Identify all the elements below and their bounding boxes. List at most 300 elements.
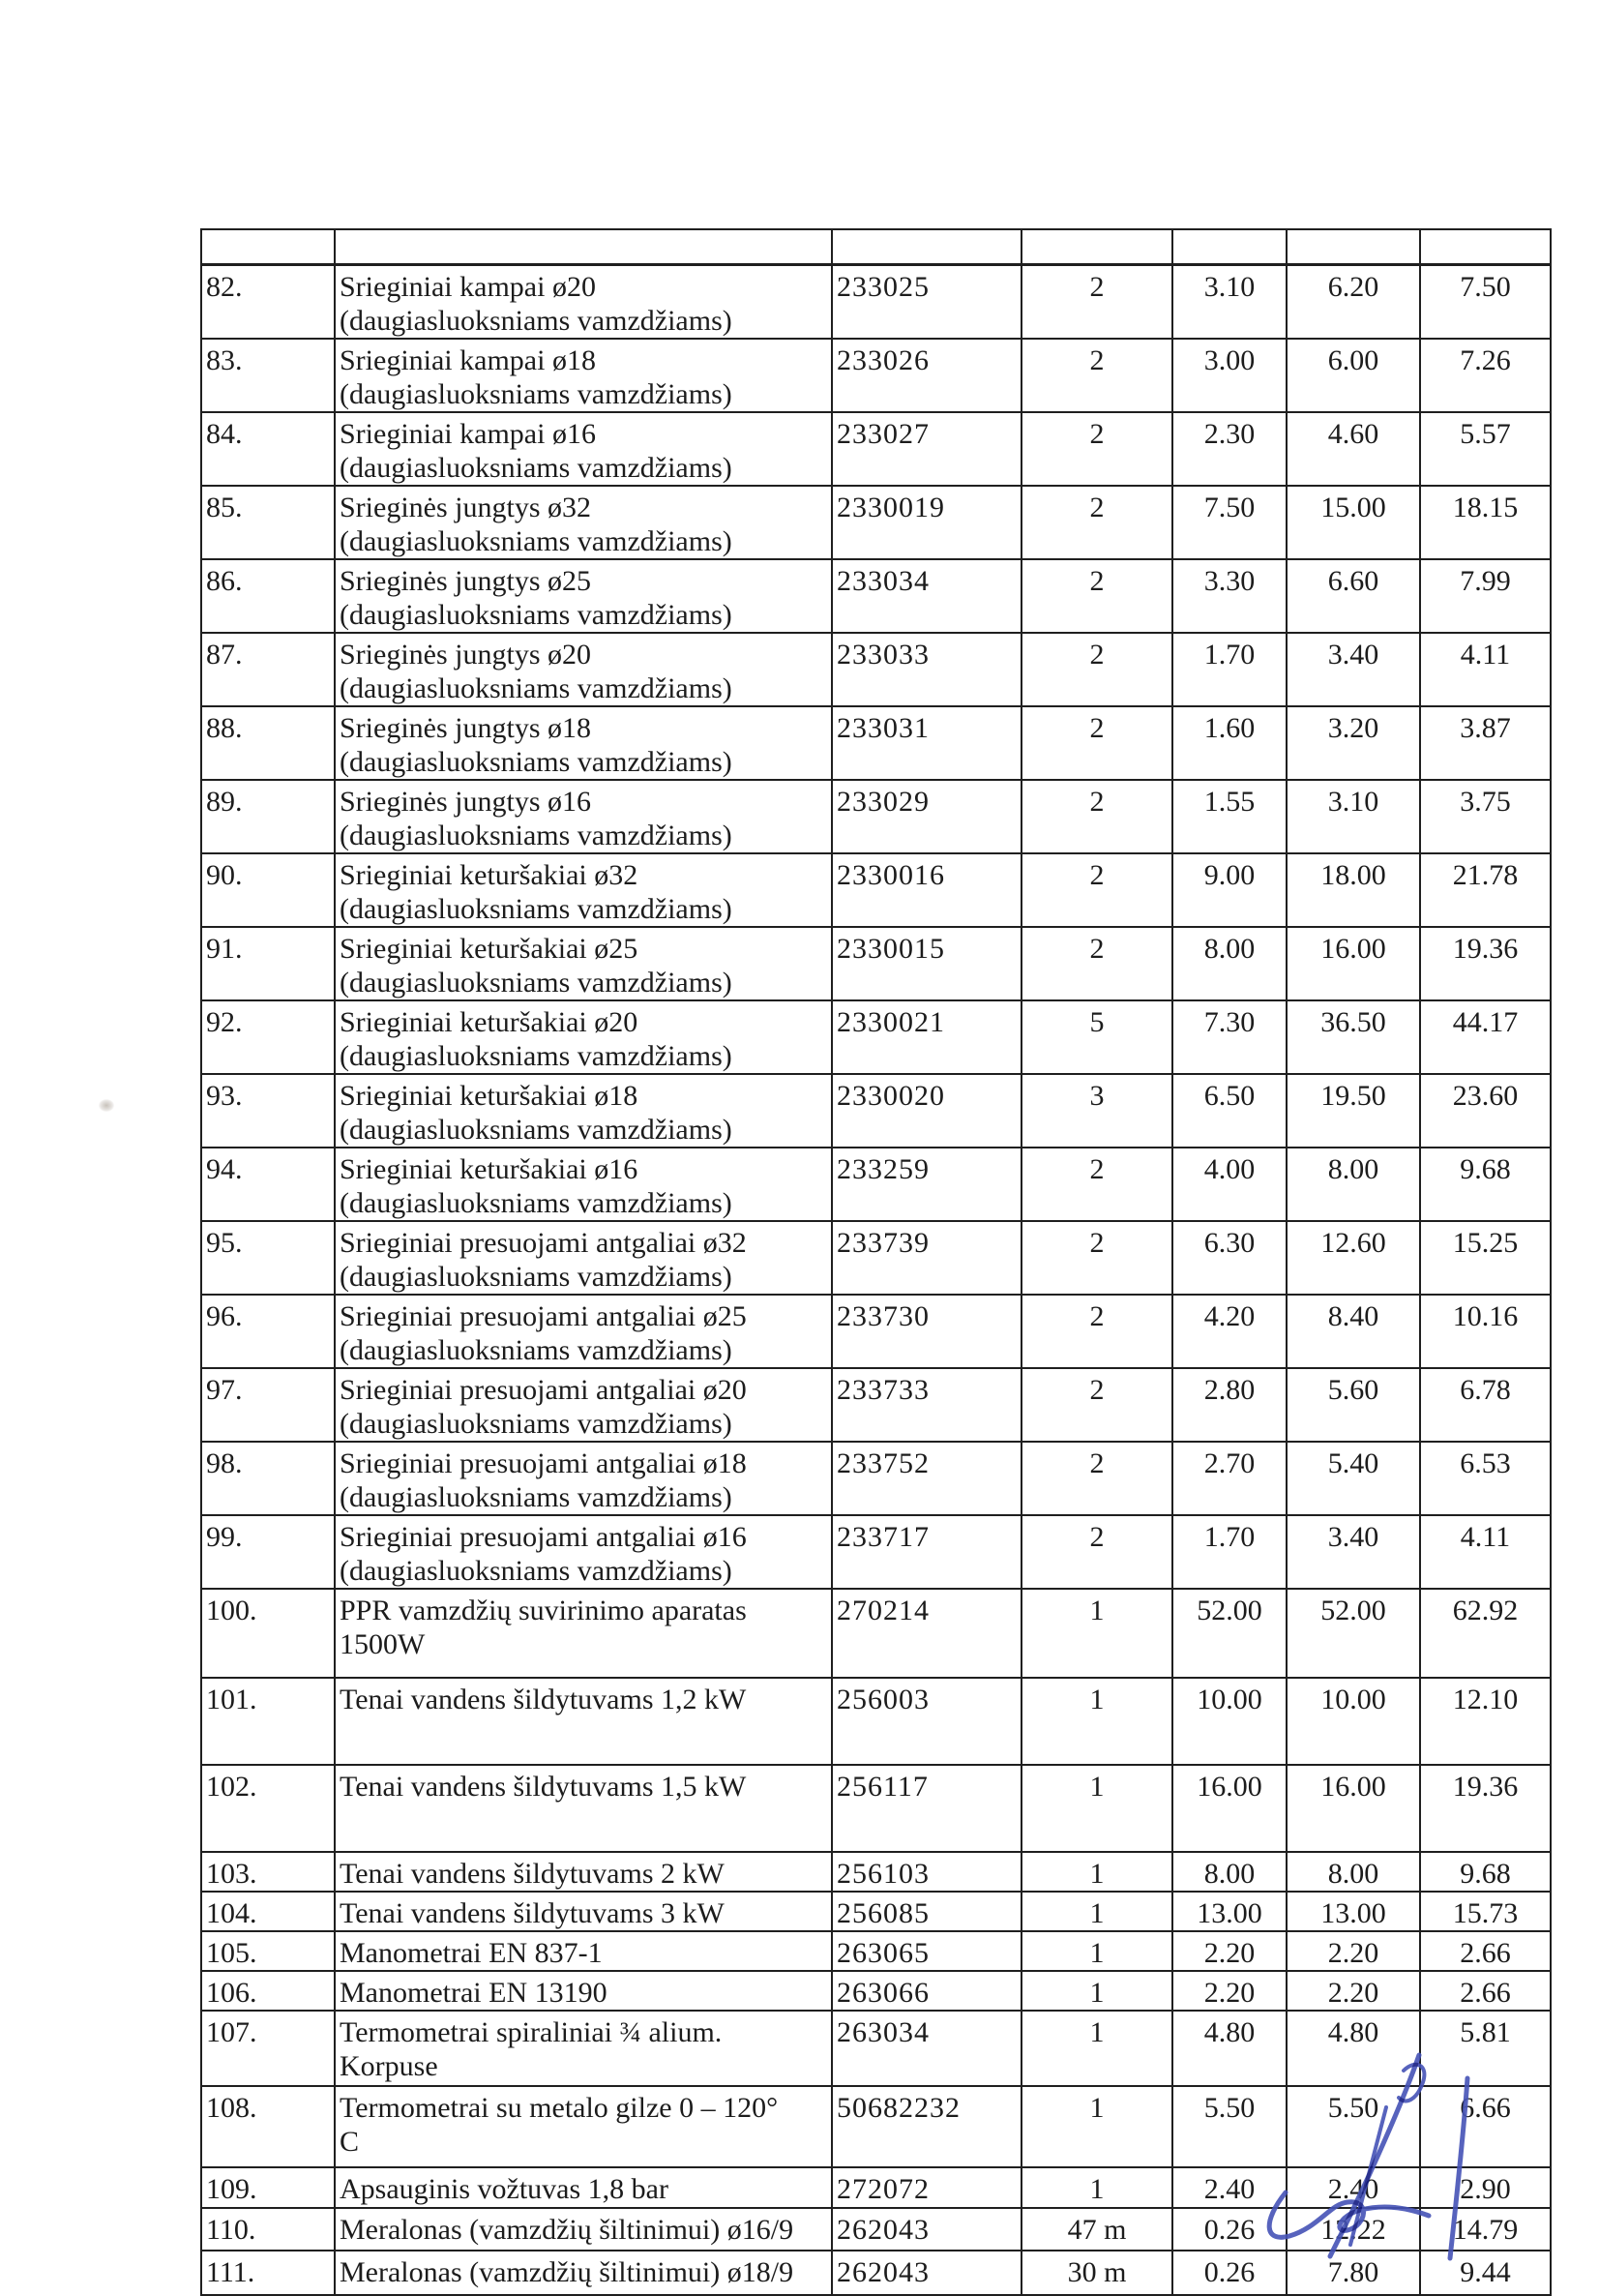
cell-row-number: 82. (201, 265, 335, 340)
cell-row-number: 91. (201, 927, 335, 1000)
cell-quantity: 5 (1022, 1000, 1172, 1074)
cell-description (335, 1971, 832, 2011)
cell-sum-with-vat: 15.25 (1420, 1221, 1551, 1295)
cell-quantity: 2 (1022, 853, 1172, 927)
cell-description (335, 2167, 832, 2208)
cell-unit-price: 0.26 (1172, 2208, 1287, 2251)
cell-description (335, 339, 832, 412)
cell-quantity: 2 (1022, 706, 1172, 780)
description-line: Srieginiai keturšakiai ø20 (340, 1006, 638, 1038)
table-row (201, 265, 1551, 340)
cell-unit-price: 52.00 (1172, 1589, 1287, 1678)
description-line: Tenai vandens šildytuvams 1,5 kW (340, 1771, 747, 1803)
description-line: Meralonas (vamzdžių šiltinimui) ø18/9 (340, 2256, 794, 2288)
description-line: (daugiasluoksniams vamzdžiams) (340, 746, 732, 778)
cell-sum-with-vat: 7.26 (1420, 339, 1551, 412)
cell-unit-price: 8.00 (1172, 1852, 1287, 1892)
table-row (201, 927, 1551, 1000)
cell-unit-price: 2.40 (1172, 2167, 1287, 2208)
cell-unit-price: 9.00 (1172, 853, 1287, 927)
cell-code: 272072 (832, 2167, 1022, 2208)
table-row (201, 1221, 1551, 1295)
cell-sum-with-vat: 10.16 (1420, 1295, 1551, 1368)
cell-quantity: 2 (1022, 633, 1172, 706)
description-line: Srieginės jungtys ø20 (340, 639, 591, 671)
cell-sum-with-vat: 6.53 (1420, 1442, 1551, 1515)
description-line: (daugiasluoksniams vamzdžiams) (340, 1114, 732, 1146)
cell-unit-price: 7.30 (1172, 1000, 1287, 1074)
cell-unit-price: 4.00 (1172, 1148, 1287, 1221)
cell-sum-with-vat: 3.75 (1420, 780, 1551, 853)
cell-quantity: 1 (1022, 1765, 1172, 1852)
description-line: Srieginiai keturšakiai ø32 (340, 859, 638, 891)
cell-sum: 8.40 (1287, 1295, 1420, 1368)
cell-unit-price: 13.00 (1172, 1892, 1287, 1931)
header-cell (1172, 229, 1287, 265)
cell-sum: 15.00 (1287, 486, 1420, 559)
cell-code: 263066 (832, 1971, 1022, 2011)
cell-unit-price: 10.00 (1172, 1678, 1287, 1765)
cell-quantity: 3 (1022, 1074, 1172, 1148)
cell-sum-with-vat: 9.68 (1420, 1148, 1551, 1221)
cell-code: 233739 (832, 1221, 1022, 1295)
table-row (201, 1892, 1551, 1931)
description-line: Apsauginis vožtuvas 1,8 bar (340, 2173, 668, 2205)
cell-row-number: 95. (201, 1221, 335, 1295)
cell-sum: 5.60 (1287, 1368, 1420, 1442)
cell-sum-with-vat: 21.78 (1420, 853, 1551, 927)
cell-row-number: 93. (201, 1074, 335, 1148)
cell-row-number: 111. (201, 2251, 335, 2295)
cell-sum: 6.00 (1287, 339, 1420, 412)
description-line: Tenai vandens šildytuvams 3 kW (340, 1897, 725, 1929)
cell-code: 256103 (832, 1852, 1022, 1892)
cell-code: 2330016 (832, 853, 1022, 927)
cell-unit-price: 5.50 (1172, 2086, 1287, 2167)
cell-sum: 10.00 (1287, 1678, 1420, 1765)
header-cell (1022, 229, 1172, 265)
cell-sum: 4.60 (1287, 412, 1420, 486)
table-row (201, 1971, 1551, 2011)
cell-unit-price: 2.80 (1172, 1368, 1287, 1442)
cell-quantity: 2 (1022, 412, 1172, 486)
table-row (201, 1678, 1551, 1765)
cell-row-number: 104. (201, 1892, 335, 1931)
cell-description (335, 1368, 832, 1442)
cell-sum: 7.80 (1287, 2251, 1420, 2295)
description-line: (daugiasluoksniams vamzdžiams) (340, 1187, 732, 1219)
cell-code: 256003 (832, 1678, 1022, 1765)
cell-code: 233026 (832, 339, 1022, 412)
cell-row-number: 100. (201, 1589, 335, 1678)
description-line: Srieginiai presuojami antgaliai ø20 (340, 1374, 747, 1406)
cell-description (335, 1221, 832, 1295)
description-line: C (340, 2126, 360, 2158)
cell-quantity: 2 (1022, 265, 1172, 340)
cell-sum-with-vat: 9.44 (1420, 2251, 1551, 2295)
cell-description (335, 2251, 832, 2295)
cell-description (335, 1074, 832, 1148)
table-row (201, 1442, 1551, 1515)
cell-quantity: 30 m (1022, 2251, 1172, 2295)
cell-code: 2330021 (832, 1000, 1022, 1074)
table-row (201, 486, 1551, 559)
cell-unit-price: 6.30 (1172, 1221, 1287, 1295)
cell-unit-price: 1.55 (1172, 780, 1287, 853)
cell-unit-price: 4.20 (1172, 1295, 1287, 1368)
cell-sum-with-vat: 12.10 (1420, 1678, 1551, 1765)
cell-quantity: 2 (1022, 1442, 1172, 1515)
table-row (201, 1765, 1551, 1852)
cell-sum: 16.00 (1287, 1765, 1420, 1852)
description-line: Srieginiai kampai ø16 (340, 418, 596, 450)
cell-description (335, 633, 832, 706)
cell-sum: 3.40 (1287, 1515, 1420, 1589)
table-row (201, 633, 1551, 706)
cell-sum-with-vat: 5.81 (1420, 2011, 1551, 2086)
table-header-row (201, 229, 1551, 265)
cell-unit-price: 2.30 (1172, 412, 1287, 486)
cell-sum-with-vat: 2.66 (1420, 1971, 1551, 2011)
description-line: (daugiasluoksniams vamzdžiams) (340, 1408, 732, 1440)
cell-sum: 16.00 (1287, 927, 1420, 1000)
cell-sum: 18.00 (1287, 853, 1420, 927)
cell-row-number: 108. (201, 2086, 335, 2167)
description-line: (daugiasluoksniams vamzdžiams) (340, 378, 732, 410)
cell-description (335, 780, 832, 853)
description-line: (daugiasluoksniams vamzdžiams) (340, 672, 732, 704)
cell-row-number: 101. (201, 1678, 335, 1765)
cell-row-number: 109. (201, 2167, 335, 2208)
table-row (201, 1931, 1551, 1971)
cell-quantity: 1 (1022, 2086, 1172, 2167)
description-line: Srieginiai keturšakiai ø25 (340, 933, 638, 965)
description-line: (daugiasluoksniams vamzdžiams) (340, 1334, 732, 1366)
cell-code: 262043 (832, 2208, 1022, 2251)
cell-row-number: 110. (201, 2208, 335, 2251)
cell-quantity: 1 (1022, 1971, 1172, 2011)
cell-code: 233730 (832, 1295, 1022, 1368)
cell-sum: 5.50 (1287, 2086, 1420, 2167)
cell-quantity: 1 (1022, 1678, 1172, 1765)
cell-row-number: 90. (201, 853, 335, 927)
cell-code: 2330020 (832, 1074, 1022, 1148)
cell-row-number: 92. (201, 1000, 335, 1074)
cell-code: 256117 (832, 1765, 1022, 1852)
cell-quantity: 1 (1022, 1892, 1172, 1931)
cell-sum: 4.80 (1287, 2011, 1420, 2086)
cell-description (335, 1931, 832, 1971)
table-row (201, 1295, 1551, 1368)
header-cell (1420, 229, 1551, 265)
cell-row-number: 87. (201, 633, 335, 706)
cell-description (335, 2011, 832, 2086)
cell-sum: 3.10 (1287, 780, 1420, 853)
header-cell (335, 229, 832, 265)
description-line: Srieginiai kampai ø20 (340, 271, 596, 303)
cell-code: 262043 (832, 2251, 1022, 2295)
table-row (201, 1589, 1551, 1678)
cell-description (335, 1148, 832, 1221)
cell-sum: 8.00 (1287, 1148, 1420, 1221)
cell-code: 50682232 (832, 2086, 1022, 2167)
header-cell (201, 229, 335, 265)
header-cell (1287, 229, 1420, 265)
cell-code: 233025 (832, 265, 1022, 340)
cell-unit-price: 1.60 (1172, 706, 1287, 780)
cell-row-number: 88. (201, 706, 335, 780)
description-line: Tenai vandens šildytuvams 2 kW (340, 1858, 725, 1890)
cell-description (335, 486, 832, 559)
description-line: (daugiasluoksniams vamzdžiams) (340, 305, 732, 337)
cell-code: 233259 (832, 1148, 1022, 1221)
cell-row-number: 84. (201, 412, 335, 486)
cell-sum-with-vat: 5.57 (1420, 412, 1551, 486)
cell-quantity: 2 (1022, 1148, 1172, 1221)
description-line: Tenai vandens šildytuvams 1,2 kW (340, 1684, 747, 1715)
cell-sum: 12.60 (1287, 1221, 1420, 1295)
cell-sum: 13.00 (1287, 1892, 1420, 1931)
cell-sum: 3.40 (1287, 633, 1420, 706)
cell-description (335, 1295, 832, 1368)
cell-sum-with-vat: 3.87 (1420, 706, 1551, 780)
cell-quantity: 2 (1022, 1221, 1172, 1295)
cell-sum: 12.22 (1287, 2208, 1420, 2251)
cell-code: 233717 (832, 1515, 1022, 1589)
cell-row-number: 103. (201, 1852, 335, 1892)
description-line: Srieginiai keturšakiai ø18 (340, 1080, 638, 1112)
signature-stroke (1269, 2192, 1429, 2237)
cell-description (335, 1765, 832, 1852)
cell-sum: 2.40 (1287, 2167, 1420, 2208)
cell-code: 256085 (832, 1892, 1022, 1931)
cell-sum: 6.60 (1287, 559, 1420, 633)
table-row (201, 853, 1551, 927)
cell-sum-with-vat: 6.78 (1420, 1368, 1551, 1442)
cell-row-number: 89. (201, 780, 335, 853)
cell-code: 270214 (832, 1589, 1022, 1678)
table-row (201, 559, 1551, 633)
cell-row-number: 106. (201, 1971, 335, 2011)
cell-quantity: 1 (1022, 1931, 1172, 1971)
cell-sum: 6.20 (1287, 265, 1420, 340)
description-line: Termometrai spiraliniai ¾ alium. (340, 2016, 723, 2048)
cell-description (335, 853, 832, 927)
cell-quantity: 2 (1022, 927, 1172, 1000)
cell-code: 233029 (832, 780, 1022, 853)
cell-description (335, 927, 832, 1000)
cell-code: 233733 (832, 1368, 1022, 1442)
cell-unit-price: 4.80 (1172, 2011, 1287, 2086)
cell-sum-with-vat: 14.79 (1420, 2208, 1551, 2251)
description-line: (daugiasluoksniams vamzdžiams) (340, 1481, 732, 1513)
cell-code: 233034 (832, 559, 1022, 633)
cell-sum: 19.50 (1287, 1074, 1420, 1148)
cell-row-number: 105. (201, 1931, 335, 1971)
cell-sum-with-vat: 7.50 (1420, 265, 1551, 340)
cell-description (335, 559, 832, 633)
table-row (201, 780, 1551, 853)
cell-quantity: 47 m (1022, 2208, 1172, 2251)
cell-code: 233752 (832, 1442, 1022, 1515)
table-row (201, 339, 1551, 412)
cell-quantity: 1 (1022, 2011, 1172, 2086)
cell-unit-price: 0.26 (1172, 2251, 1287, 2295)
cell-row-number: 97. (201, 1368, 335, 1442)
description-line: Srieginiai kampai ø18 (340, 344, 596, 376)
cell-unit-price: 8.00 (1172, 927, 1287, 1000)
description-line: Manometrai EN 837-1 (340, 1937, 603, 1969)
cell-row-number: 102. (201, 1765, 335, 1852)
cell-sum-with-vat: 15.73 (1420, 1892, 1551, 1931)
cell-code: 233031 (832, 706, 1022, 780)
cell-sum: 2.20 (1287, 1971, 1420, 2011)
cell-quantity: 2 (1022, 1368, 1172, 1442)
cell-quantity: 2 (1022, 486, 1172, 559)
price-table (200, 228, 1552, 2296)
description-line: Srieginiai presuojami antgaliai ø25 (340, 1300, 747, 1332)
cell-row-number: 86. (201, 559, 335, 633)
description-line: Srieginiai presuojami antgaliai ø18 (340, 1447, 747, 1479)
cell-description (335, 265, 832, 340)
cell-code: 2330019 (832, 486, 1022, 559)
description-line: Srieginiai presuojami antgaliai ø16 (340, 1521, 747, 1553)
cell-sum: 8.00 (1287, 1852, 1420, 1892)
description-line: Srieginės jungtys ø25 (340, 565, 591, 597)
cell-code: 233033 (832, 633, 1022, 706)
cell-sum-with-vat: 62.92 (1420, 1589, 1551, 1678)
description-line: Srieginiai keturšakiai ø16 (340, 1153, 638, 1185)
table-row (201, 1368, 1551, 1442)
cell-quantity: 2 (1022, 339, 1172, 412)
cell-quantity: 2 (1022, 1515, 1172, 1589)
cell-description (335, 1000, 832, 1074)
cell-sum-with-vat: 2.90 (1420, 2167, 1551, 2208)
cell-description (335, 1892, 832, 1931)
description-line: (daugiasluoksniams vamzdžiams) (340, 452, 732, 484)
description-line: (daugiasluoksniams vamzdžiams) (340, 820, 732, 851)
cell-quantity: 1 (1022, 1852, 1172, 1892)
cell-description (335, 412, 832, 486)
cell-description (335, 2086, 832, 2167)
table-row (201, 1852, 1551, 1892)
cell-sum: 36.50 (1287, 1000, 1420, 1074)
table-row (201, 412, 1551, 486)
cell-unit-price: 16.00 (1172, 1765, 1287, 1852)
cell-quantity: 1 (1022, 2167, 1172, 2208)
cell-row-number: 83. (201, 339, 335, 412)
signature-ink (1214, 2049, 1524, 2262)
cell-code: 263065 (832, 1931, 1022, 1971)
cell-description (335, 706, 832, 780)
description-line: 1500W (340, 1628, 426, 1660)
signature-stroke (1450, 2078, 1467, 2258)
cell-sum-with-vat: 4.11 (1420, 633, 1551, 706)
cell-unit-price: 1.70 (1172, 1515, 1287, 1589)
cell-description (335, 2208, 832, 2251)
cell-sum-with-vat: 9.68 (1420, 1852, 1551, 1892)
scan-smudge-artifact (99, 1099, 114, 1112)
cell-unit-price: 2.70 (1172, 1442, 1287, 1515)
description-line: Korpuse (340, 2050, 438, 2082)
cell-description (335, 1515, 832, 1589)
cell-sum-with-vat: 7.99 (1420, 559, 1551, 633)
cell-row-number: 96. (201, 1295, 335, 1368)
cell-row-number: 94. (201, 1148, 335, 1221)
cell-sum-with-vat: 18.15 (1420, 486, 1551, 559)
table-row (201, 1515, 1551, 1589)
description-line: PPR vamzdžių suvirinimo aparatas (340, 1595, 747, 1626)
cell-code: 2330015 (832, 927, 1022, 1000)
cell-unit-price: 2.20 (1172, 1931, 1287, 1971)
cell-sum-with-vat: 44.17 (1420, 1000, 1551, 1074)
cell-sum-with-vat: 4.11 (1420, 1515, 1551, 1589)
cell-sum-with-vat: 23.60 (1420, 1074, 1551, 1148)
cell-unit-price: 3.30 (1172, 559, 1287, 633)
cell-sum-with-vat: 2.66 (1420, 1931, 1551, 1971)
description-line: Srieginės jungtys ø18 (340, 712, 591, 744)
cell-description (335, 1852, 832, 1892)
cell-row-number: 107. (201, 2011, 335, 2086)
cell-description (335, 1678, 832, 1765)
table-row (201, 1074, 1551, 1148)
description-line: (daugiasluoksniams vamzdžiams) (340, 893, 732, 925)
cell-unit-price: 3.00 (1172, 339, 1287, 412)
table-row (201, 706, 1551, 780)
description-line: Termometrai su metalo gilze 0 – 120° (340, 2092, 779, 2124)
description-line: (daugiasluoksniams vamzdžiams) (340, 1261, 732, 1293)
cell-row-number: 98. (201, 1442, 335, 1515)
description-line: Srieginiai presuojami antgaliai ø32 (340, 1227, 747, 1259)
cell-quantity: 1 (1022, 1589, 1172, 1678)
description-line: (daugiasluoksniams vamzdžiams) (340, 525, 732, 557)
description-line: Srieginės jungtys ø32 (340, 492, 591, 523)
description-line: (daugiasluoksniams vamzdžiams) (340, 1040, 732, 1072)
cell-quantity: 2 (1022, 1295, 1172, 1368)
description-line: (daugiasluoksniams vamzdžiams) (340, 599, 732, 631)
header-cell (832, 229, 1022, 265)
description-line: Manometrai EN 13190 (340, 1977, 607, 2009)
cell-description (335, 1589, 832, 1678)
cell-code: 233027 (832, 412, 1022, 486)
cell-sum: 52.00 (1287, 1589, 1420, 1678)
cell-sum: 3.20 (1287, 706, 1420, 780)
cell-unit-price: 1.70 (1172, 633, 1287, 706)
cell-sum: 5.40 (1287, 1442, 1420, 1515)
table-row (201, 1000, 1551, 1074)
cell-sum-with-vat: 19.36 (1420, 927, 1551, 1000)
cell-unit-price: 7.50 (1172, 486, 1287, 559)
cell-unit-price: 6.50 (1172, 1074, 1287, 1148)
cell-unit-price: 3.10 (1172, 265, 1287, 340)
table-row (201, 1148, 1551, 1221)
description-line: (daugiasluoksniams vamzdžiams) (340, 967, 732, 999)
description-line: (daugiasluoksniams vamzdžiams) (340, 1555, 732, 1587)
cell-row-number: 85. (201, 486, 335, 559)
cell-unit-price: 2.20 (1172, 1971, 1287, 2011)
cell-sum-with-vat: 19.36 (1420, 1765, 1551, 1852)
cell-description (335, 1442, 832, 1515)
cell-sum: 2.20 (1287, 1931, 1420, 1971)
cell-code: 263034 (832, 2011, 1022, 2086)
cell-quantity: 2 (1022, 780, 1172, 853)
cell-sum-with-vat: 6.66 (1420, 2086, 1551, 2167)
description-line: Meralonas (vamzdžių šiltinimui) ø16/9 (340, 2214, 794, 2246)
description-line: Srieginės jungtys ø16 (340, 786, 591, 818)
table-body (201, 265, 1551, 2296)
cell-row-number: 99. (201, 1515, 335, 1589)
cell-quantity: 2 (1022, 559, 1172, 633)
